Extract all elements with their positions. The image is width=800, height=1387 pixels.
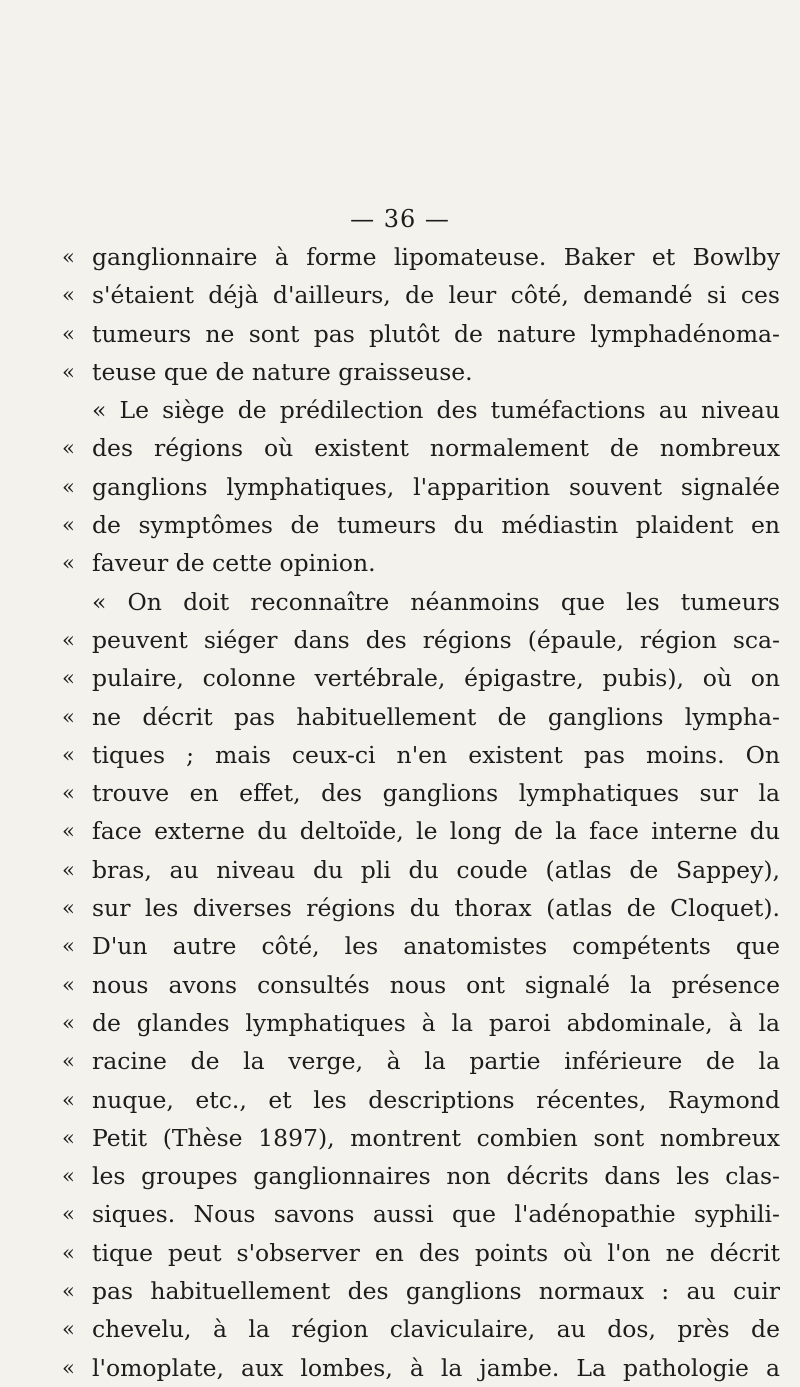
text-line	[62, 1195, 782, 1233]
line-text: peuvent siéger dans des régions (épaule, région sca-	[92, 625, 780, 654]
quote-mark: «	[62, 551, 75, 576]
quote-mark: «	[62, 1279, 75, 1304]
line-text: les groupes ganglionnaires non décrits dans les clas-	[92, 1162, 780, 1191]
quote-mark: «	[62, 934, 75, 959]
line-text: D'un autre côté, les anatomistes compétents que	[92, 932, 780, 961]
quote-mark: «	[62, 666, 75, 691]
quote-mark: «	[62, 1125, 75, 1150]
line-text: s'étaient déjà d'ailleurs, de leur côté, demandé si ces	[92, 281, 780, 310]
line-text: trouve en effet, des ganglions lymphatiques sur la	[92, 779, 780, 808]
quote-mark: «	[62, 1010, 75, 1035]
quote-mark: «	[62, 781, 75, 806]
text-line	[62, 774, 782, 812]
line-text: pulaire, colonne vertébrale, épigastre, pubis), où on	[92, 664, 780, 693]
text-line	[62, 1004, 782, 1042]
line-text: nous avons consultés nous ont signalé la présence	[92, 970, 780, 999]
quote-mark: «	[62, 896, 75, 921]
line-text: faveur de cette opinion.	[92, 549, 376, 578]
text-line	[62, 1349, 782, 1387]
text-line	[62, 429, 782, 467]
text-line	[62, 1272, 782, 1310]
quote-mark: «	[62, 742, 75, 767]
quote-mark: «	[62, 972, 75, 997]
line-text: « On doit reconnaître néanmoins que les tumeurs	[92, 587, 780, 616]
text-line	[62, 468, 782, 506]
text-line	[62, 659, 782, 697]
body-text	[62, 238, 782, 1387]
quote-mark: «	[62, 321, 75, 346]
quote-mark: «	[62, 436, 75, 461]
quote-mark: «	[62, 704, 75, 729]
line-text: tique peut s'observer en des points où l'on ne décrit	[92, 1238, 780, 1267]
quote-mark: «	[62, 245, 75, 269]
text-line	[62, 391, 782, 429]
text-line	[62, 1042, 782, 1080]
text-line	[62, 506, 782, 544]
line-text: bras, au niveau du pli du coude (atlas de Sappey),	[92, 855, 780, 884]
text-line	[62, 353, 782, 391]
line-text: chevelu, à la région claviculaire, au dos, près de	[92, 1315, 780, 1344]
line-text: l'omoplate, aux lombes, à la jambe. La pathologie a	[92, 1353, 780, 1382]
text-line	[62, 812, 782, 850]
text-line	[62, 544, 782, 582]
text-line	[62, 1081, 782, 1119]
quote-mark: «	[62, 359, 75, 384]
line-text: « Le siège de prédilection des tuméfactions au niveau	[92, 396, 780, 425]
quote-mark: «	[62, 1317, 75, 1342]
line-text: racine de la verge, à la partie inférieure de la	[92, 1047, 780, 1076]
line-text: ganglionnaire à forme lipomateuse. Baker et Bowlby	[92, 243, 780, 271]
line-text: tiques ; mais ceux-ci n'en existent pas moins. On	[92, 740, 780, 769]
text-line	[62, 1234, 782, 1272]
text-line	[62, 315, 782, 353]
text-line	[62, 238, 782, 276]
quote-mark: «	[62, 1355, 75, 1380]
line-text: face externe du deltoïde, le long de la face interne du	[92, 817, 780, 846]
line-text: Petit (Thèse 1897), montrent combien sont nombreux	[92, 1123, 780, 1152]
quote-mark: «	[62, 474, 75, 499]
line-text: de symptômes de tumeurs du médiastin plaident en	[92, 511, 780, 540]
quote-mark: «	[62, 1164, 75, 1189]
quote-mark: «	[62, 1049, 75, 1074]
quote-mark: «	[62, 1202, 75, 1227]
text-line	[62, 889, 782, 927]
text-line	[62, 1119, 782, 1157]
quote-mark: «	[62, 857, 75, 882]
quote-mark: «	[62, 819, 75, 844]
quote-mark: «	[62, 1240, 75, 1265]
text-line	[62, 736, 782, 774]
text-line	[62, 583, 782, 621]
line-text: des régions où existent normalement de nombreux	[92, 434, 780, 463]
line-text: nuque, etc., et les descriptions récentes, Raymond	[92, 1085, 780, 1114]
quote-mark: «	[62, 1087, 75, 1112]
page-number: — 36 —	[350, 205, 450, 233]
text-line	[62, 276, 782, 314]
line-text: teuse que de nature graisseuse.	[92, 357, 473, 386]
text-line	[62, 698, 782, 736]
text-line	[62, 1310, 782, 1348]
line-text: ne décrit pas habituellement de ganglions lympha-	[92, 702, 780, 731]
line-text: pas habituellement des ganglions normaux : au cuir	[92, 1277, 780, 1306]
line-text: ganglions lymphatiques, l'apparition souvent signalée	[92, 472, 780, 501]
line-text: de glandes lymphatiques à la paroi abdominale, à la	[92, 1008, 780, 1037]
text-line	[62, 927, 782, 965]
quote-mark: «	[62, 283, 75, 308]
quote-mark: «	[62, 513, 75, 538]
text-line	[62, 966, 782, 1004]
quote-mark: «	[62, 627, 75, 652]
line-text: siques. Nous savons aussi que l'adénopathie syphili-	[92, 1200, 780, 1229]
text-line	[62, 1157, 782, 1195]
text-line	[62, 851, 782, 889]
text-line	[62, 621, 782, 659]
line-text: sur les diverses régions du thorax (atlas de Cloquet).	[92, 894, 780, 923]
line-text: tumeurs ne sont pas plutôt de nature lymphadénoma-	[92, 319, 780, 348]
